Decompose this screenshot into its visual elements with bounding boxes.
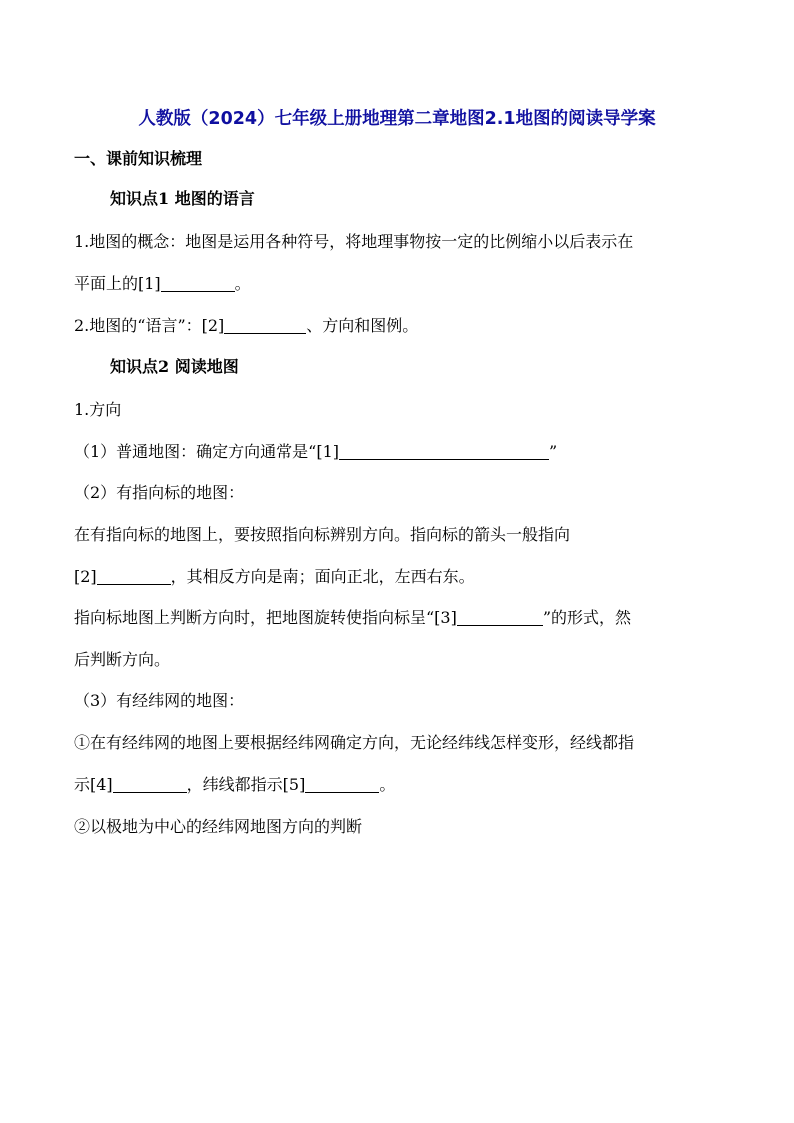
compass-map-line-3-end: ”的形式，然 — [542, 608, 632, 627]
graticule-map-line-1: ①在有经纬网的地图上要根据经纬网确定方向，无论经纬线怎样变形，经线都指 — [74, 733, 635, 752]
compass-map-line-4: 后判断方向。 — [74, 650, 171, 669]
answer-blank-direction-4[interactable] — [113, 774, 187, 793]
compass-map-heading: （2）有指向标的地图： — [74, 483, 245, 502]
compass-map-line-1: 在有指向标的地图上，要按照指向标辨别方向。指向标的箭头一般指向 — [74, 525, 571, 544]
map-language-end: 、方向和图例。 — [306, 316, 419, 335]
answer-blank-direction-1[interactable] — [339, 441, 549, 460]
section-heading: 一、课前知识梳理 — [74, 149, 203, 168]
answer-blank-1[interactable] — [161, 273, 235, 292]
graticule-map-line-2 — [74, 773, 395, 797]
compass-map-line-2 — [74, 565, 475, 589]
concept-line-1: 1.地图的概念：地图是运用各种符号，将地理事物按一定的比例缩小以后表示在 — [74, 232, 634, 251]
graticule-line-2-middle: ，纬线都指示[5] — [186, 775, 306, 794]
concept-line-2-end: 。 — [234, 274, 251, 293]
graticule-line-2-start: 示[4] — [74, 775, 113, 794]
ordinary-map-line — [74, 440, 557, 464]
map-language-line — [74, 314, 418, 338]
concept-line-2-text: 平面上的[1] — [74, 274, 161, 293]
compass-map-line-2-start: [2] — [74, 567, 97, 586]
ordinary-map-text: （1）普通地图：确定方向通常是“[1] — [74, 442, 340, 461]
answer-blank-2[interactable] — [224, 315, 306, 334]
compass-map-line-3 — [74, 606, 631, 630]
answer-blank-direction-5[interactable] — [305, 774, 379, 793]
graticule-line-2-end: 。 — [379, 775, 396, 794]
direction-subheading: 1.方向 — [74, 400, 122, 419]
knowledge-point-1-heading: 知识点1 地图的语言 — [110, 189, 255, 208]
graticule-map-heading: （3）有经纬网的地图： — [74, 691, 245, 710]
compass-map-line-2-end: ，其相反方向是南；面向正北，左西右东。 — [170, 567, 475, 586]
answer-blank-direction-3[interactable] — [457, 607, 543, 626]
knowledge-point-2-heading: 知识点2 阅读地图 — [110, 357, 239, 376]
concept-line-2 — [74, 272, 251, 296]
document-title: 人教版（2024）七年级上册地理第二章地图2.1地图的阅读导学案 — [138, 109, 656, 129]
compass-map-line-3-start: 指向标地图上判断方向时，把地图旋转使指向标呈“[3] — [74, 608, 457, 627]
map-language-text: 2.地图的“语言”：[2] — [74, 316, 225, 335]
ordinary-map-end: ” — [549, 442, 558, 461]
polar-map-line: ②以极地为中心的经纬网地图方向的判断 — [74, 817, 363, 836]
answer-blank-direction-2[interactable] — [97, 566, 171, 585]
